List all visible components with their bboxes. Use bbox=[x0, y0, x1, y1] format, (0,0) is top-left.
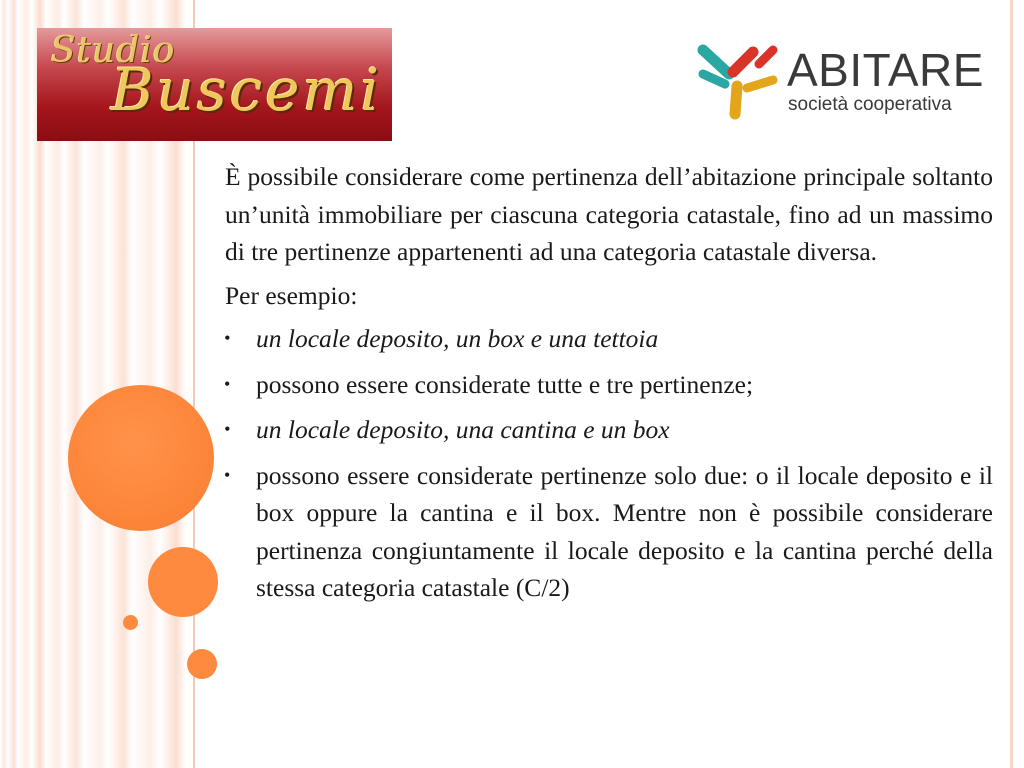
list-item bbox=[225, 457, 993, 607]
bullet-glyph: • bbox=[224, 373, 231, 394]
logo-left-line1: Studio bbox=[51, 30, 176, 71]
vertical-rule-right bbox=[1010, 0, 1013, 768]
decorative-circle-small bbox=[187, 649, 217, 679]
abitare-mark-icon bbox=[695, 42, 781, 122]
abitare-subtitle-text: società cooperativa bbox=[788, 94, 952, 115]
list-item-text: possono essere considerate tutte e tre pertinenze; bbox=[256, 369, 754, 399]
studio-buscemi-logo bbox=[37, 28, 392, 141]
abitare-logo bbox=[695, 42, 985, 122]
main-content bbox=[225, 158, 993, 615]
bullet-glyph: • bbox=[224, 328, 231, 348]
example-list bbox=[225, 320, 993, 607]
list-item bbox=[225, 366, 993, 404]
list-item-text: possono essere considerate pertinenze solo due: o il locale deposito e il box oppure la cantina e il box. Mentre non è possibile considerare pertinenza congiuntamente il locale deposito e la cantina perché della stessa categoria catastale (C/2) bbox=[256, 460, 993, 602]
list-item bbox=[225, 411, 993, 449]
bullet-glyph: • bbox=[224, 419, 231, 439]
decorative-circle-large bbox=[68, 385, 214, 531]
list-item bbox=[225, 320, 993, 358]
intro-paragraph: È possibile considerare come pertinenza dell’abitazione principale soltanto un’unità immobiliare per ciascuna categoria catastale, fino ad un massimo di tre pertinenze appartenenti ad una categoria catastale diversa. bbox=[225, 162, 993, 266]
decorative-circle-tiny bbox=[123, 615, 138, 630]
decorative-circle-medium bbox=[148, 547, 218, 617]
logo-left-line2: Buscemi bbox=[111, 56, 383, 124]
list-item-text: un locale deposito, una cantina e un box bbox=[256, 415, 670, 444]
bullet-glyph: • bbox=[224, 464, 231, 485]
abitare-brand-text: ABITARE bbox=[787, 44, 984, 96]
example-lead: Per esempio: bbox=[225, 280, 358, 310]
list-item-text: un locale deposito, un box e una tettoia bbox=[256, 324, 659, 353]
